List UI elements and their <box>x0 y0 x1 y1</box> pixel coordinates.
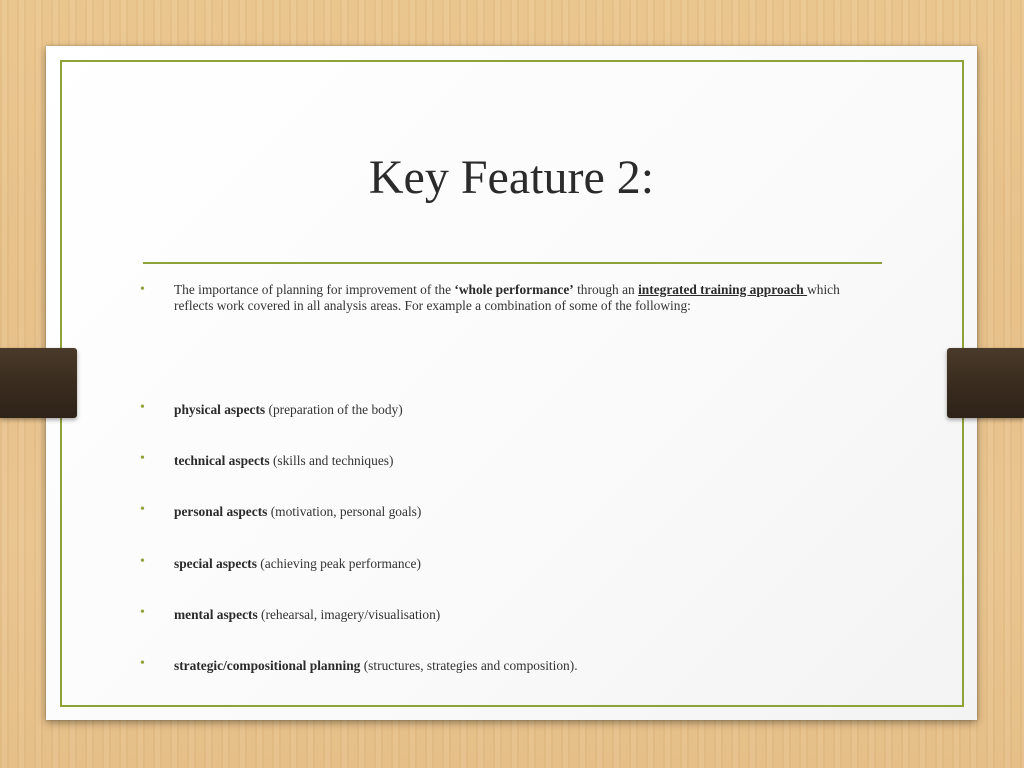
list-item-detail: (skills and techniques) <box>269 453 394 468</box>
bullet-dot-icon: • <box>140 656 145 671</box>
list-item-term: physical aspects <box>174 402 266 417</box>
list-item-text <box>174 453 874 469</box>
list-item-detail: (preparation of the body) <box>265 402 403 417</box>
integrated-training-link: integrated training approach <box>638 282 808 297</box>
list-item-detail: (motivation, personal goals) <box>267 504 422 519</box>
list-item-term: special aspects <box>174 556 257 571</box>
bullet-dot-icon: • <box>140 400 145 415</box>
bullet-dot-icon: • <box>140 502 145 517</box>
list-item-text <box>174 556 874 572</box>
list-item-term: personal aspects <box>174 504 268 519</box>
list-item-term: mental aspects <box>174 607 258 622</box>
list-item-text <box>174 402 874 418</box>
intro-text-part: The importance of planning for improvement of the <box>174 282 455 297</box>
right-binder-clip <box>947 348 1024 418</box>
intro-text-part: through an <box>573 282 639 297</box>
list-item-text <box>174 658 874 674</box>
list-item-detail: (achieving peak performance) <box>256 556 421 571</box>
title-divider <box>143 262 882 264</box>
intro-text <box>174 282 874 314</box>
bullet-dot-icon: • <box>140 554 145 569</box>
list-item-term: strategic/compositional planning <box>174 658 361 673</box>
intro-text-part: which reflects work covered in all analysis areas. For example a combination of some of the following: <box>174 282 840 313</box>
left-binder-clip <box>0 348 77 418</box>
list-item-term: technical aspects <box>174 453 270 468</box>
list-item-detail: (structures, strategies and composition). <box>360 658 578 673</box>
whole-performance-term: ‘whole performance’ <box>454 282 574 297</box>
list-item-text <box>174 607 874 623</box>
slide-title: Key Feature 2: <box>368 151 655 204</box>
list-item-detail: (rehearsal, imagery/visualisation) <box>257 607 441 622</box>
slide-page <box>46 46 977 720</box>
bullet-dot-icon: • <box>140 282 145 297</box>
list-item-text <box>174 504 874 520</box>
bullet-dot-icon: • <box>140 605 145 620</box>
bullet-dot-icon: • <box>140 451 145 466</box>
